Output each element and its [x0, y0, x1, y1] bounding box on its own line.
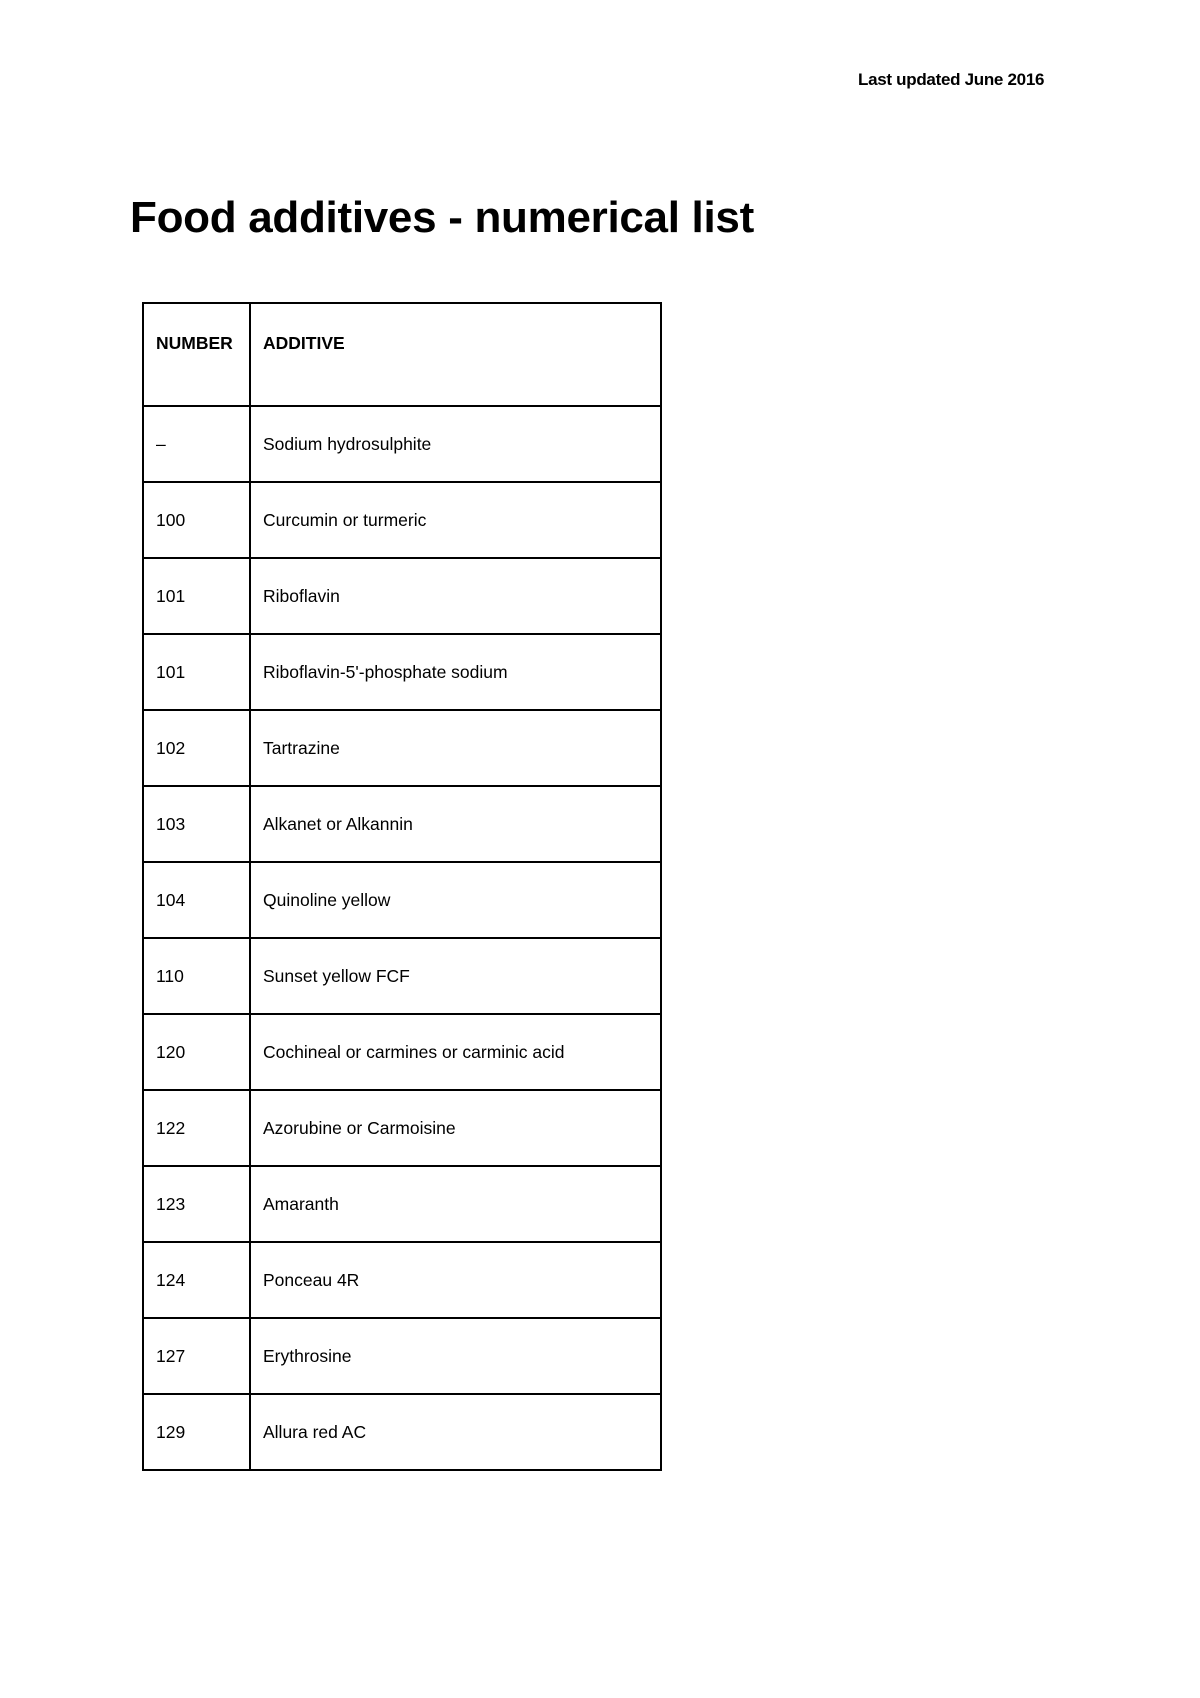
table-row — [143, 710, 661, 786]
cell-number: 127 — [143, 1318, 250, 1394]
table-header-row — [143, 303, 661, 406]
cell-number: 124 — [143, 1242, 250, 1318]
cell-number: 104 — [143, 862, 250, 938]
cell-number: 102 — [143, 710, 250, 786]
cell-additive: Curcumin or turmeric — [250, 482, 661, 558]
table-row — [143, 1166, 661, 1242]
cell-additive: Alkanet or Alkannin — [250, 786, 661, 862]
last-updated-label: Last updated June 2016 — [858, 70, 1045, 89]
table-row — [143, 406, 661, 482]
cell-additive: Erythrosine — [250, 1318, 661, 1394]
table-row — [143, 482, 661, 558]
cell-number: 120 — [143, 1014, 250, 1090]
cell-number: – — [143, 406, 250, 482]
column-header-number-label: NUMBER — [156, 333, 233, 353]
cell-additive: Sodium hydrosulphite — [250, 406, 661, 482]
cell-number: 129 — [143, 1394, 250, 1470]
cell-additive: Cochineal or carmines or carminic acid — [250, 1014, 661, 1090]
cell-number: 100 — [143, 482, 250, 558]
cell-additive: Amaranth — [250, 1166, 661, 1242]
cell-number: 122 — [143, 1090, 250, 1166]
cell-additive: Azorubine or Carmoisine — [250, 1090, 661, 1166]
additives-table — [142, 302, 662, 1471]
table-row — [143, 1394, 661, 1470]
cell-number: 110 — [143, 938, 250, 1014]
table-row — [143, 1318, 661, 1394]
column-header-number — [143, 303, 250, 406]
cell-additive: Quinoline yellow — [250, 862, 661, 938]
cell-number: 101 — [143, 558, 250, 634]
cell-additive: Riboflavin — [250, 558, 661, 634]
table-row — [143, 862, 661, 938]
cell-additive: Ponceau 4R — [250, 1242, 661, 1318]
table-row — [143, 634, 661, 710]
cell-number: 123 — [143, 1166, 250, 1242]
table-row — [143, 1090, 661, 1166]
table-row — [143, 786, 661, 862]
page-title: Food additives - numerical list — [130, 193, 754, 242]
cell-additive: Tartrazine — [250, 710, 661, 786]
table-row — [143, 938, 661, 1014]
cell-additive: Riboflavin-5'-phosphate sodium — [250, 634, 661, 710]
table-row — [143, 1242, 661, 1318]
table-row — [143, 558, 661, 634]
cell-additive: Allura red AC — [250, 1394, 661, 1470]
table-row — [143, 1014, 661, 1090]
cell-number: 103 — [143, 786, 250, 862]
column-header-additive: ADDITIVE — [250, 303, 661, 406]
cell-number: 101 — [143, 634, 250, 710]
cell-additive: Sunset yellow FCF — [250, 938, 661, 1014]
